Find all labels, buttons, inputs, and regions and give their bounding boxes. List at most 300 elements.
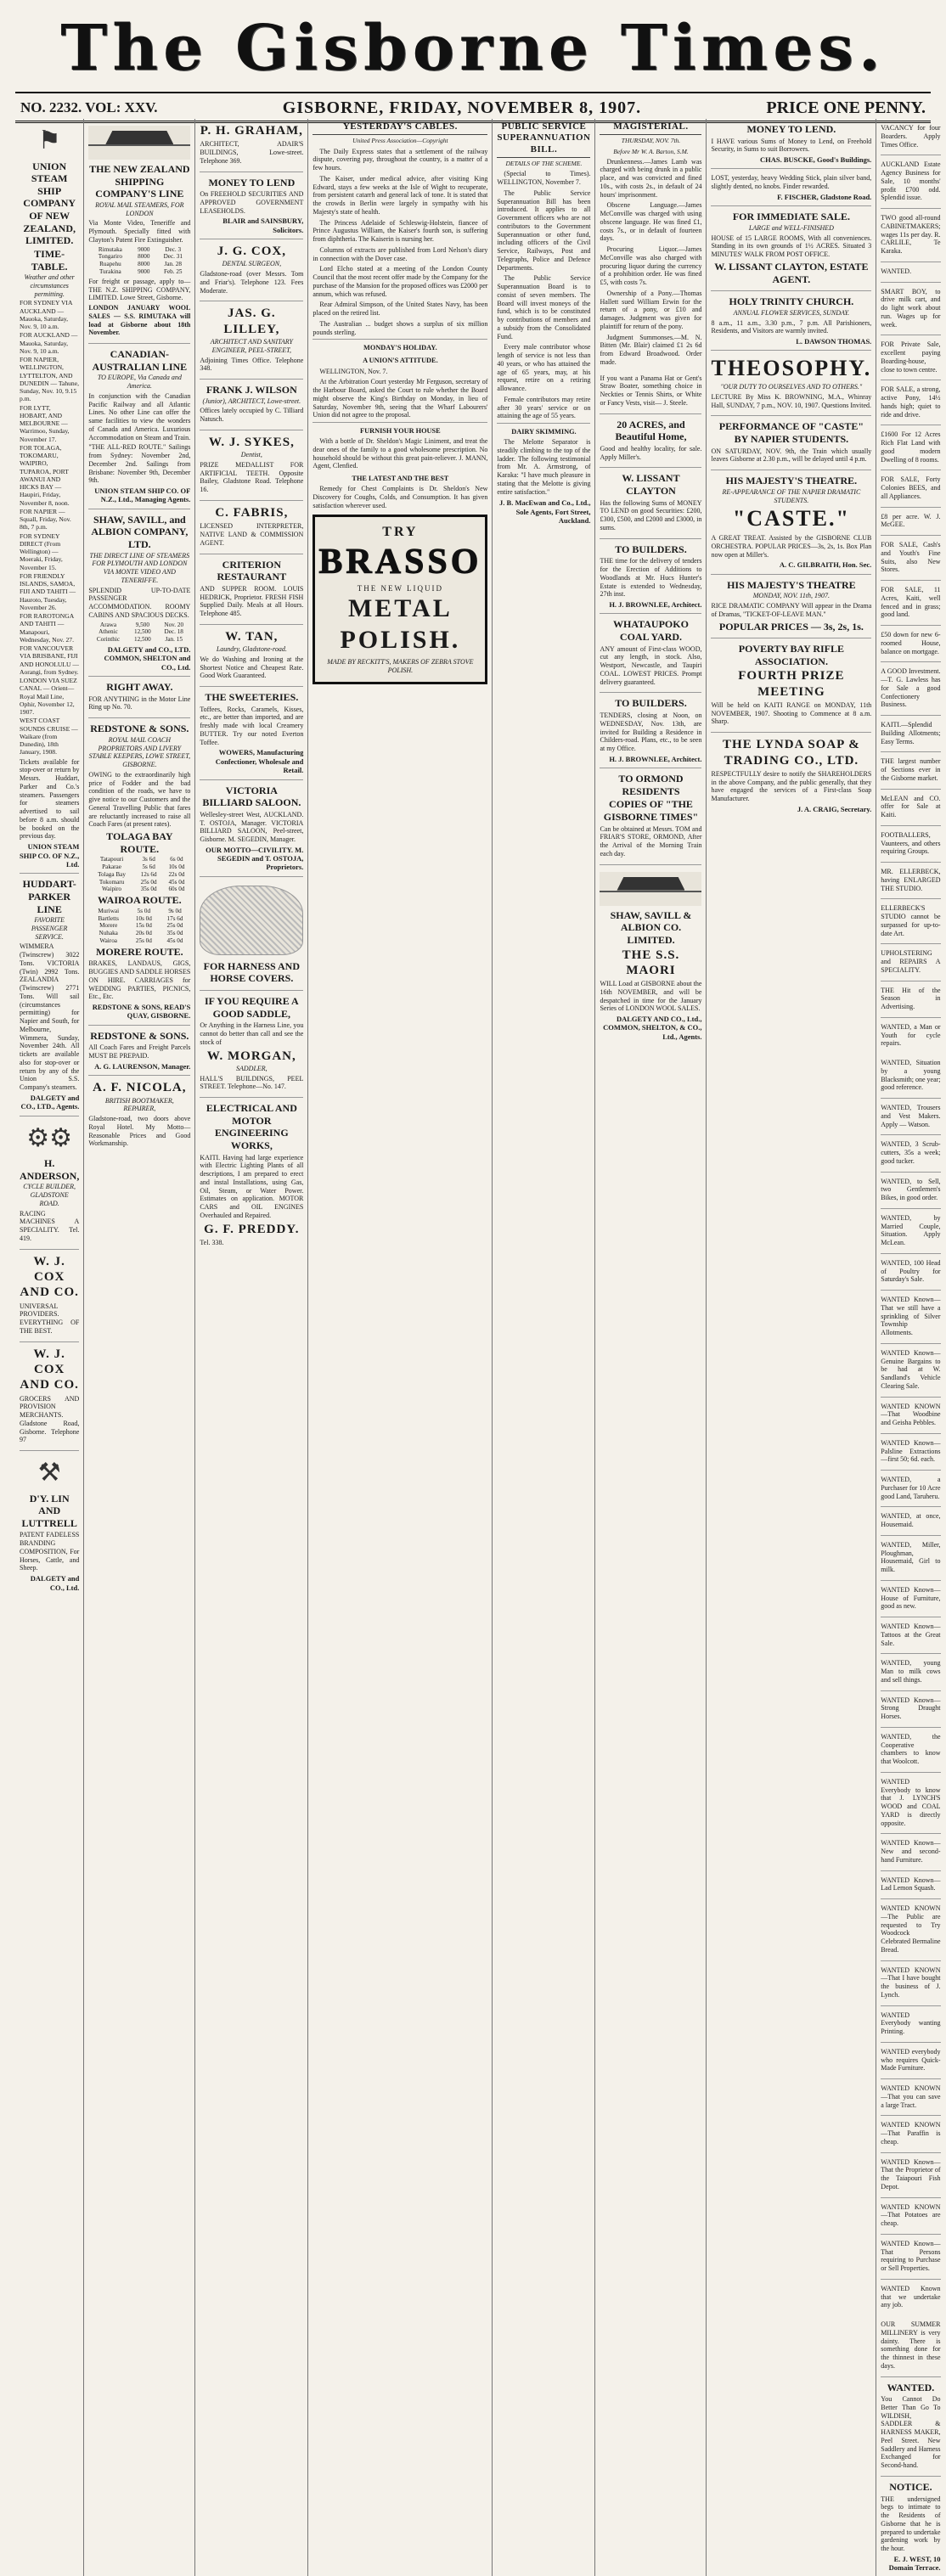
classified-text: £50 down for new 6-roomed House, balance on mortgage.: [881, 631, 941, 655]
ad-subtitle: RE-APPEARANCE OF THE NAPIER DRAMATIC STUDENTS.: [722, 487, 861, 504]
classified-text: WANTED, young Man to milk cows and sell things.: [881, 1659, 941, 1684]
classified-text: WANTED KNOWN—That Potatoes are cheap.: [881, 2202, 941, 2227]
ad-summer-millinery: [881, 2315, 940, 2377]
ad-body: GROCERS AND PROVISION MERCHANTS. Gladstone Road, Gisborne. Telephone 97: [20, 1394, 80, 1444]
ad-money-to-lend: [200, 172, 303, 240]
table-cell: Athenic: [99, 628, 118, 636]
article-paragraph: The Melotte Separator is steadily climbing to the top of the ladder. The following testimonial from Mr. A. Armstrong, of Karaka: "I have much pleasure in stating that the Melotte is giving entire satisfaction.": [497, 438, 591, 496]
ad-body: Offices lately occupied by C. Tilliard Natusch.: [200, 407, 304, 424]
ad-subtitle: Weather and other circumstances permitting.: [24, 273, 75, 298]
classified-text: WANTED, Trousers and Vest Makers. Apply — Watson.: [881, 1104, 941, 1128]
ad-fabris-interpreter: [200, 501, 303, 554]
table-cell: 35s 0d: [166, 930, 183, 937]
table-cell: Tatapouri: [99, 856, 124, 863]
newspaper-page: [15, 12, 941, 2573]
article-paragraph: The Princess Adelaide of Schleswig-Holstein, fiancee of Prince Augustus William, the Kaiser's fourth son, is suffering from diphtheria. The Kaiserin is nursing her.: [313, 218, 488, 244]
classified-item: [881, 262, 940, 283]
classified-item: [881, 752, 940, 789]
ad-title: HUDDART-PARKER LINE: [22, 878, 76, 915]
ad-body: WIMMERA (Twinscrew) 3022 Tons. VICTORIA (Twin) 2992 Tons. ZEALANDIA (Twinscrew) 2771 Tons. Will sail (circumstances permitting) for Napier and South, for Melbourne, Wimmera, Sunday, November 24th. All tickets are available also for stop-over or return by any of the Union S.S. Company's steamers.: [20, 942, 80, 1092]
ad-title: H. ANDERSON,: [20, 1157, 80, 1182]
classified-item: [881, 1536, 940, 1581]
ad-subtitle: DENTAL SURGEON,: [222, 260, 282, 268]
classified-text: FOR SALE, Cash's and Youth's Fine Suits, also New Stores.: [881, 541, 941, 574]
article-paragraph: Remedy for Chest Complaints is Dr. Sheldon's New Discovery for Coughs, Colds, and Consumption. It has given satisfaction wherever used.: [313, 485, 488, 509]
ad-body: HOUSE of 15 LARGE ROOMS, With all conveniences. Standing in its own grounds of 1½ ACRES. Situated 3 MINUTES' WALK FROM POST OFFICE.: [711, 233, 872, 259]
ad-lynda-soap: [711, 733, 871, 818]
table-cell: Ruapehu: [99, 261, 121, 268]
table-cell: 6s 0d: [170, 856, 183, 863]
table-cell: 45s 0d: [168, 878, 185, 886]
brasso-try: TRY: [382, 525, 419, 540]
ad-title: PERFORMANCE OF "CASTE" BY NAPIER STUDENTS.: [718, 420, 864, 446]
ad-body: Gladstone-road (over Messrs. Tom and Friar's). Telephone 123. Fees Moderate.: [200, 270, 304, 295]
ad-signature: DALGETY AND CO., Ltd., COMMON, SHELTON, & CO., Ltd., Agents.: [603, 1015, 702, 1041]
ad-wj-cox-grocers: [20, 1342, 79, 1451]
classified-item: [881, 1344, 940, 1398]
ad-subtitle: COPIES OF "THE GISBORNE TIMES": [603, 798, 699, 824]
classified-item: [881, 826, 940, 863]
ad-subtitle: SADDLER,: [236, 1064, 267, 1072]
classified-text: THE largest number of Sections ever in the Gisborne market.: [881, 757, 941, 782]
classified-text: WANTED KNOWN—That Paraffin is cheap.: [881, 2121, 941, 2146]
classified-text: WANTED KNOWN—The Public are requested to Try Woodcock Celebrated Bermaline Bread.: [881, 1904, 941, 1954]
classified-text: MR. ELLERBECK, having ENLARGED THE STUDIO.: [881, 868, 941, 892]
ad-canadian-australian: [88, 344, 190, 509]
ad-body: I HAVE various Sums of Money to Lend, on Freehold Security, in Sums to suit Borrowers.: [711, 137, 872, 154]
ad-subtitle: Laundry, Gladstone-road.: [216, 645, 287, 654]
article-paragraph: The Public Service Superannuation Board is to consist of seven members. The Board will invest moneys of the fund, which is to be constituted by contributions of members and a subsidy from the Consolidated Fund.: [497, 274, 591, 340]
branding-iron-icon: ⚒: [37, 1459, 61, 1488]
classified-text: WANTED, Situation by a young Blacksmith; one year; good reference.: [881, 1059, 941, 1092]
ad-panama-hats: [600, 369, 701, 414]
ad-body: BRAKES, LANDAUS, GIGS, BUGGIES AND SADDLE HORSES ON HIRE. CARRIAGES for WEDDING PARTIES, PICNICS, Etc., Etc.: [88, 959, 191, 1001]
ad-subtitle: TO EUROPE, Via Canada and America.: [97, 374, 182, 390]
ad-title: REDSTONE & SONS.: [90, 1029, 189, 1042]
table-cell: 60s 0d: [168, 886, 185, 893]
article-paragraph: Lord Elcho stated at a meeting of the London County Council that the most recent offer made by the Company for the purchase of the Mansion for the proposed offices was £2000 per annum, which was refused.: [313, 265, 488, 298]
classified-item: [881, 716, 940, 752]
article-paragraph: Judgment Summonses.—M. N. Bitten (Mr. Blair) claimed £1 2s 6d from Edward Broadwood. Order made.: [600, 333, 702, 366]
sailing-item: FOR AUCKLAND — Mauoka, Saturday, Nov. 9, 10 a.m.: [20, 331, 78, 355]
ad-tan-laundry: [200, 625, 303, 687]
table-cell: 9000: [138, 245, 150, 253]
ad-title: J. G. COX,: [217, 245, 286, 259]
ad-cox-dentist: [200, 239, 303, 301]
table-row: [88, 268, 190, 276]
ad-signature: OUR MOTTO—CIVILITY. M. SEGEDIN and T. OSTOJA, Proprietors.: [206, 845, 304, 872]
table-cell: 35s 0d: [140, 886, 157, 893]
column-1: [15, 119, 83, 2576]
table-row: [88, 908, 190, 915]
classified-item: [881, 863, 940, 899]
classified-item: [881, 2006, 940, 2043]
classified-item: [881, 1834, 940, 1870]
ad-money-lend: [711, 119, 871, 169]
ad-body: You Cannot Do Better Than Go To WILDISH, SADDLER & HARNESS MAKER, Peel Street. New Saddlery and Harness Exchanged for Second-hand.: [881, 2395, 941, 2470]
ad-holy-trinity: [711, 291, 871, 351]
ad-title: THE LYNDA SOAP & TRADING CO., LTD.: [723, 738, 860, 768]
ad-subtitle: ROYAL MAIL STEAMERS, FOR LONDON: [95, 200, 184, 217]
article-paragraph: Obscene Language.—James McConville was charged with using obscene language. He was fined £1, costs 7s., or in default of fourteen days.: [600, 201, 702, 243]
columns: [15, 119, 941, 2573]
ad-body: RICE DRAMATIC COMPANY Will appear in the Drama of Dramas, "TICKET-OF-LEAVE MAN.": [711, 602, 872, 618]
classified-item: [881, 2079, 940, 2116]
article-heading: DAIRY SKIMMING.: [511, 428, 577, 436]
classified-item: [881, 1398, 940, 1434]
ad-body: Has the following Sums of MONEY TO LEND on good Securities: £200, £300, £500, and £2000 and £3000, in sums.: [600, 498, 702, 532]
classified-text: WANTED everybody who requires Quick-Made Furniture.: [881, 2047, 941, 2073]
ad-body: For freight or passage, apply to— THE N.Z. SHIPPING COMPANY, LIMITED. Lowe Street, Gisborne.: [88, 277, 191, 302]
classified-item: [881, 1871, 940, 1900]
ad-body: On FREEHOLD SECURITIES AND APPROVED GOVERNMENT LEASEHOLDS.: [200, 190, 304, 215]
ad-anderson-cycles: [20, 1116, 79, 1250]
ad-subtitle: ANNUAL FLOWER SERVICES, SUNDAY.: [733, 308, 850, 317]
ad-shaw-savill: [88, 509, 190, 677]
classified-item: [881, 2198, 940, 2235]
fares-table: [88, 908, 190, 945]
classified-text: WANTED Known—Palsline Extractions—first 50; 6d. each.: [881, 1438, 941, 1464]
bicycle-icon: ⚙⚙: [26, 1123, 73, 1152]
classified-item: [881, 335, 940, 380]
ad-victoria-billiard: [200, 780, 303, 877]
sailing-item: FOR SYDNEY VIA AUCKLAND — Mauoka, Saturday, Nov. 9, 10 a.m.: [20, 299, 73, 331]
ad-lilley-architect: [200, 301, 303, 380]
newspaper-title: The Gisborne Times.: [60, 12, 886, 85]
article-paragraph: The Australian ... budget shows a surplus of six million pounds sterling.: [313, 319, 488, 336]
ad-title: MONEY TO LEND: [208, 176, 296, 188]
section-subheading: United Press Association—Copyright: [352, 137, 448, 145]
table-cell: Corinthic: [96, 636, 121, 644]
table-cell: Dec. 18: [164, 628, 183, 636]
ad-subtitle: THE DIRECT LINE OF STEAMERS FOR PLYMOUTH AND LONDON VIA MONTE VIDEO AND TENERIFFE.: [89, 551, 190, 584]
ad-criterion-restaurant: [200, 554, 303, 625]
classified-text: FOR SALE, 11 Acres, Kaiti, well fenced and in grass; good land.: [881, 586, 941, 619]
ad-wanted-wildish: [881, 2377, 940, 2477]
ad-title: JAS. G. LILLEY,: [223, 307, 280, 336]
ad-title: FRANK J. WILSON: [206, 384, 297, 397]
ad-saddle-illustration: [200, 877, 303, 991]
ad-signature: J. A. CRAIG, Secretary.: [797, 804, 872, 813]
brasso-advertisement: [313, 515, 487, 683]
table-cell: 25s 0d: [135, 936, 152, 944]
ad-body: WILL Load at GISBORNE about the 16th NOVEMBER, and will be despatched in time for the January Series of LONDON WOOL SALES.: [600, 980, 702, 1013]
ad-title: NOTICE.: [889, 2480, 932, 2493]
ad-body: PRIZE MEDALLIST FOR ARTIFICIAL TEETH. Opposite Bailey, Gladstone Road. Telephone 16.: [200, 460, 304, 494]
ad-title: SHAW, SAVILL, and ALBION COMPANY, LTD.: [91, 513, 189, 550]
ad-electrical-engineering: [200, 1098, 303, 1253]
table-row: [88, 886, 190, 893]
ship-flag-icon: ⚑: [37, 127, 61, 155]
masthead: [15, 12, 931, 85]
ad-body: TENDERS, closing at Noon, on WEDNESDAY, Nov. 13th, are invited for Building a Residence in Childers-road. Plans, etc., to be seen at my Office.: [600, 711, 702, 753]
classified-item: [881, 2280, 940, 2315]
divider: [497, 423, 590, 424]
table-row: [88, 879, 190, 886]
ad-body: ARCHITECT, ADAIR'S BUILDINGS, Lowe-street. Telephone 369.: [200, 140, 304, 165]
table-cell: 5s 0d: [137, 907, 151, 914]
saddle-icon: [200, 886, 303, 955]
table-cell: 17s 6d: [166, 914, 183, 922]
ad-to-builders: [600, 539, 701, 615]
ad-wj-cox: [20, 1250, 79, 1342]
classified-item: [881, 283, 940, 336]
ad-subtitle: "OUR DUTY TO OURSELVES AND TO OTHERS.": [720, 383, 863, 391]
ad-subtitle: LARGE and WELL-FINISHED: [748, 223, 834, 232]
ad-clayton-money: [600, 468, 701, 538]
table-row: [88, 636, 190, 644]
ad-signature: CHAS. BUSCKE, Good's Buildings.: [759, 155, 872, 165]
table-cell: Waipiro: [102, 886, 122, 893]
classified-item: [881, 1434, 940, 1471]
classified-text: WANTED Known—Lad Lemon Squash.: [881, 1876, 941, 1893]
classified-item: [881, 1054, 940, 1099]
ad-title: CANADIAN-AUSTRALIAN LINE: [92, 348, 188, 373]
ad-signature: L. DAWSON THOMAS.: [796, 337, 872, 346]
classified-item: [881, 2153, 940, 2198]
ad-body: If you want a Panama Hat or Gent's Straw Boater, something choice in Neckties or Tennis Shirts, or White or Fancy Vests, visit— J. Steele.: [600, 374, 702, 407]
column-7: [706, 119, 876, 2576]
ad-title: WHATAUPOKO COAL YARD.: [613, 618, 689, 644]
ad-title: UNION STEAM SHIP COMPANY OF NEW ZEALAND, LIMITED.: [23, 160, 76, 247]
classified-item: [881, 581, 940, 626]
classified-text: FOR SALE, Forty Colonies BEES, and all Appliances.: [881, 475, 941, 500]
classified-text: SMART BOY, to drive milk cart, and do light work about run. Wages up for week.: [881, 287, 941, 329]
column-3: [194, 119, 307, 2576]
ad-price: POPULAR PRICES — 3s, 2s, 1s.: [718, 620, 864, 633]
classified-item: [881, 899, 940, 944]
section-subheading: DETAILS OF THE SCHEME.: [505, 160, 583, 168]
classified-item: [881, 470, 940, 507]
sailing-table: [88, 622, 190, 644]
classified-text: FOOTBALLERS, Vaunteers, and others requiring Groups.: [881, 830, 941, 856]
ad-title: MONEY TO LEND.: [746, 123, 836, 135]
table-cell: 10s 0d: [168, 863, 185, 871]
ad-subtitle: ARCHITECT AND SANITARY ENGINEER, PEEL-STREET,: [210, 338, 293, 354]
ad-body: RACING MACHINES A SPECIALITY. Tel. 419.: [20, 1209, 80, 1242]
classified-text: McLEAN and CO. offer for Sale at Kaiti.: [881, 794, 941, 818]
ad-title: A. F. NICOLA,: [93, 1081, 187, 1095]
table-cell: 12s 6d: [140, 870, 157, 878]
classified-text: £1600 For 12 Acres Rich Flat Land with good modern Dwelling of 8 rooms.: [881, 430, 941, 464]
classified-item: [881, 1617, 940, 1654]
classified-item: [881, 1961, 940, 2006]
classified-text: ELLERBECK'S STUDIO cannot be surpassed for up-to-date Art.: [881, 904, 941, 937]
classified-text: WANTED, Miller, Ploughman, Housemaid, Girl to milk.: [881, 1540, 941, 1573]
sailing-item: FOR RAROTONGA AND TAHITI — Manapouri, Wednesday, Nov. 27.: [20, 612, 74, 644]
classified-item: [881, 1254, 940, 1291]
classified-text: UPHOLSTERING and REPAIRS A SPECIALITY.: [881, 949, 941, 974]
ad-body: UNIVERSAL PROVIDERS. EVERYTHING OF THE BEST.: [20, 1302, 80, 1335]
table-cell: Tokomaru: [99, 878, 125, 886]
table-cell: Arawa: [99, 621, 117, 628]
section-heading: YESTERDAY'S CABLES.: [313, 119, 487, 135]
table-cell: Dec. 3: [165, 245, 182, 253]
ad-sweeteries: [200, 687, 303, 779]
column-6: [594, 119, 706, 2576]
classified-text: FOR Private Sale, excellent paying Boarding-house, close to town centre.: [881, 340, 941, 374]
classified-text: THE Hit of the Season in Advertising.: [881, 986, 941, 1010]
divider: [313, 339, 487, 340]
sailing-item: LONDON VIA SUEZ CANAL — Orient—Royal Mail Line, Ophir, November 12, 1907.: [20, 677, 77, 717]
fares-table: [88, 856, 190, 893]
ad-title: HIS MAJESTY'S THEATRE.: [725, 475, 858, 487]
column-4: [307, 119, 492, 2576]
ad-signature: A. C. GILBRAITH, Hon. Sec.: [779, 560, 872, 570]
table-row: [88, 253, 190, 261]
classified-item: [881, 981, 940, 1018]
article-paragraph: The Daily Express states that a settlement of the railway dispute, covering pay, throughout the country, is a matter of a few hours.: [313, 147, 488, 172]
ad-signature: W. LISSANT CLAYTON, ESTATE AGENT.: [714, 260, 869, 285]
classified-text: WANTED Known—That the Proprietor of the Taiapouri Fish Depot.: [881, 2157, 941, 2191]
classified-text: WANTED Everybody wanting Printing.: [881, 2011, 941, 2035]
table-cell: Muriwai: [98, 907, 120, 914]
ad-body: In conjunction with the Canadian Pacific Railway and all Atlantic Lines. No other Line can offer the same facilities to view the wonders of Canada and America. Luxurious Accommodation on Steam and Train.: [88, 391, 191, 442]
classified-item: [881, 1135, 940, 1172]
classified-text: WANTED, 100 Head of Poultry for Saturday's Sale.: [881, 1258, 941, 1284]
ad-signature: DALGETY and CO., Ltd.: [30, 1574, 80, 1592]
ad-title: W. J. COX AND CO.: [20, 1347, 79, 1392]
ad-subtitle: FOURTH PRIZE MEETING: [738, 669, 845, 699]
sailing-item: FOR VANCOUVER VIA BRISBANE, FIJI AND HONOLULU — Aorangi, from Sydney.: [20, 644, 80, 676]
ad-title: THE SWEETERIES.: [205, 691, 299, 704]
table-cell: Jan. 15: [165, 636, 183, 644]
classified-text: WANTED Known—Tattoos at the Great Sale.: [881, 1623, 941, 1647]
ad-nicola-bootmaker: [88, 1076, 190, 1154]
section-subheading: Before Mr W. A. Barton, S.M.: [613, 147, 689, 155]
table-row: [88, 922, 190, 930]
classified-text: VACANCY for four Boarders. Apply Times Office.: [881, 124, 941, 149]
classified-item: [881, 536, 940, 581]
table-cell: Tolaga Bay: [98, 870, 126, 878]
classified-item: [881, 1173, 940, 1209]
ad-nz-shipping: [88, 119, 190, 344]
ad-signature: E. J. WEST, 10 Domain Terrace.: [888, 2554, 941, 2573]
ad-title: G. F. PREDDY.: [204, 1222, 300, 1236]
article-heading: THE LATEST AND THE BEST: [352, 475, 449, 483]
classified-item: [881, 1773, 940, 1835]
table-cell: 15s 0d: [135, 922, 152, 930]
ad-signature: UNION STEAM SHIP CO. OF N.Z., Ltd.: [20, 842, 80, 869]
table-cell: 9,500: [135, 621, 149, 628]
table-row: [88, 863, 190, 871]
ad-subtitle: ROYAL MAIL COACH PROPRIETORS AND LIVERY STABLE KEEPERS, LOWE STREET, GISBORNE.: [88, 735, 191, 769]
article-paragraph: WELLINGTON, Nov. 7.: [319, 367, 388, 375]
wanted-list: [881, 1054, 940, 2315]
classified-text: WANTED, 3 Scrub-cutters, 35s a week; good tucker.: [881, 1140, 941, 1165]
classified-text: A GOOD Investment.—T. G. Lawless has for Sale a good Confectionery Business.: [881, 667, 941, 709]
ad-body: LICENSED INTERPRETER, NATIVE LAND & COMMISSION AGENT.: [200, 522, 304, 547]
ad-body: "THE ALL-RED ROUTE." Sailings from Sydney: November 2nd, December 2nd. Sailings from Brisbane: November 9th, December 9th.: [88, 443, 191, 485]
article-paragraph: The Public Service Superannuation Bill has been introduced. It applies to all Government officers who are not contributors to the Government Superannuation or other fund, including officers of the Civil Service, Railways, Post and Telegraphs, Police and Defence Departments.: [497, 188, 591, 272]
ad-twenty-acres: [600, 414, 701, 469]
sailing-item: WEST COAST SOUNDS CRUISE — Waikare (from Dunedin), 18th January, 1908.: [20, 717, 78, 756]
ad-body: SPLENDID UP-TO-DATE PASSENGER ACCOMMODATION. ROOMY CABINS AND SPACIOUS DECKS.: [88, 586, 191, 619]
ad-title: HOLY TRINITY CHURCH.: [729, 295, 854, 308]
steamship-icon: [88, 126, 190, 160]
table-cell: 8000: [138, 253, 150, 261]
ad-signature: H. J. BROWNLEE, Architect.: [609, 600, 702, 610]
ad-title: TO ORMOND RESIDENTS: [618, 773, 684, 797]
ad-signature: F. FISCHER, Gladstone Road.: [777, 192, 872, 201]
ad-body: ANY amount of First-class WOOD, cut any length, in stock. Also, Westport, Newcastle, and Taupiri COAL. LOWEST PRICES. Prompt delivery guaranteed.: [600, 644, 702, 686]
ad-title: HIS MAJESTY'S THEATRE: [727, 578, 856, 591]
classified-text: AUCKLAND Estate Agency Business for Sale, 10 months' profit £700 odd. Splendid issue.: [881, 160, 941, 202]
publication-date: GISBORNE, FRIDAY, NOVEMBER 8, 1907.: [282, 98, 642, 117]
ad-title: ELECTRICAL AND MOTOR ENGINEERING WORKS,: [206, 1102, 297, 1151]
ad-right-away: [88, 677, 190, 718]
table-cell: Bartletts: [98, 914, 119, 922]
classified-item: [881, 1581, 940, 1617]
ad-title: POVERTY BAY RIFLE ASSOCIATION.: [738, 643, 845, 667]
ad-signature: J. B. MacEwan and Co., Ltd., Sole Agents, Fort Street, Auckland.: [499, 498, 591, 526]
table-row: [88, 937, 190, 945]
ad-title: TO BUILDERS.: [615, 543, 687, 555]
classified-text: WANTED KNOWN—That Woodbine and Geisha Pebbles.: [881, 1402, 941, 1426]
ad-signature: A. G. LAURENSON, Manager.: [94, 1061, 191, 1071]
classified-item: [881, 1471, 940, 1507]
ad-body: KAITI. Having had large experience with Electric Lighting Plants of all descriptions, I am prepared to erect and instal Installations, using Gas, Oil, Steam, or Water Power. Estimates on application. MOTOR CARS and OIL ENGINES Overhauled and Repaired.: [200, 1153, 304, 1219]
classified-text: WANTED Known—That Persons requiring to Purchase or Sell Properties.: [881, 2239, 941, 2272]
ad-body: LOST, yesterday, heavy Wedding Stick, plain silver band, slightly dented, no knobs. Finder rewarded.: [711, 174, 872, 191]
ad-signature: WOWERS, Manufacturing Confectioner, Wholesale and Retail.: [215, 748, 304, 775]
table-cell: Tongariro: [98, 253, 123, 261]
column-2: [83, 119, 194, 2576]
ad-body: Will be held on KAITI RANGE on MONDAY, 11th NOVEMBER, 1907. Shooting to Commence at 8 a.m. Sharp.: [711, 700, 872, 726]
ad-graham-architect: [200, 119, 303, 172]
table-row: [88, 261, 190, 268]
ad-body: THE undersigned begs to intimate to the Residents of Gisborne that he is prepared to undertake gardening work by the hour.: [881, 2494, 941, 2552]
ad-title: TO BUILDERS.: [615, 697, 687, 710]
ad-ormond-residents: [600, 768, 701, 865]
ad-title: THEOSOPHY.: [711, 356, 872, 381]
ad-title: IF YOU REQUIRE A GOOD SADDLE,: [204, 995, 299, 1020]
divider: [313, 422, 487, 423]
table-cell: 20s 0d: [135, 930, 152, 937]
classified-item: [881, 1099, 940, 1135]
ad-body: Tickets available for stop-over or return by Messrs. Huddart, Parker and Co.'s steamers. Passengers for steamers advertised to sail before 8 a.m. should be booked on the previous day.: [20, 757, 80, 841]
classified-item: [881, 2116, 940, 2152]
ad-wilson-architect: [200, 380, 303, 430]
ad-title: W. J. COX AND CO.: [20, 1254, 79, 1300]
classified-text: WANTED Known—That we still have a sprinkling of Silver Township Allotments.: [881, 1296, 941, 1336]
table-row: [88, 915, 190, 923]
table-row: [88, 622, 190, 629]
classified-text: KAITI.—Splendid Building Allotments; Easy Terms.: [881, 721, 941, 745]
classified-text: £8 per acre. W. J. McGEE.: [881, 512, 941, 529]
table-cell: 9s 0d: [168, 907, 182, 914]
table-cell: 22s 0d: [168, 870, 185, 878]
article-heading: FURNISH YOUR HOUSE: [360, 427, 441, 436]
classified-item: [881, 1291, 940, 1344]
classified-item: [881, 2043, 940, 2079]
ad-caste-train: [711, 416, 871, 470]
classified-item: [881, 1691, 940, 1728]
ad-body: THE time for the delivery of tenders for the Erection of Additions to Woodlands at Mr. Hucs Hunter's Estate is extended to Wednesday, 27th inst.: [600, 557, 702, 599]
table-row: [88, 871, 190, 879]
classified-text: WANTED, a Man or Youth for cycle repairs.: [881, 1022, 941, 1048]
ad-body: Wellesley-street West, AUCKLAND. T. OSTOJA, Manager. VICTORIA BILLIARD SALOON, Peel-street, Gisborne. M. SEGEDIN, Manager.: [200, 810, 304, 843]
classified-text: WANTED, the Cooperative chambers to know that Woolcott.: [881, 1732, 941, 1765]
ad-majesty-theatre-caste: [711, 470, 871, 574]
ad-title: WANTED.: [887, 2381, 935, 2393]
table-cell: 12,500: [133, 636, 151, 644]
ad-caption: FOR HARNESS AND HORSE COVERS.: [203, 959, 301, 985]
classified-item: [881, 1654, 940, 1690]
classified-item: [881, 1507, 940, 1536]
brasso-maker: MADE BY RECKITT'S, MAKERS OF ZEBRA STOVE POLISH.: [327, 658, 474, 675]
article-paragraph: Female contributors may retire after 30 years' service or on attaining the age of 55 years.: [497, 395, 591, 420]
